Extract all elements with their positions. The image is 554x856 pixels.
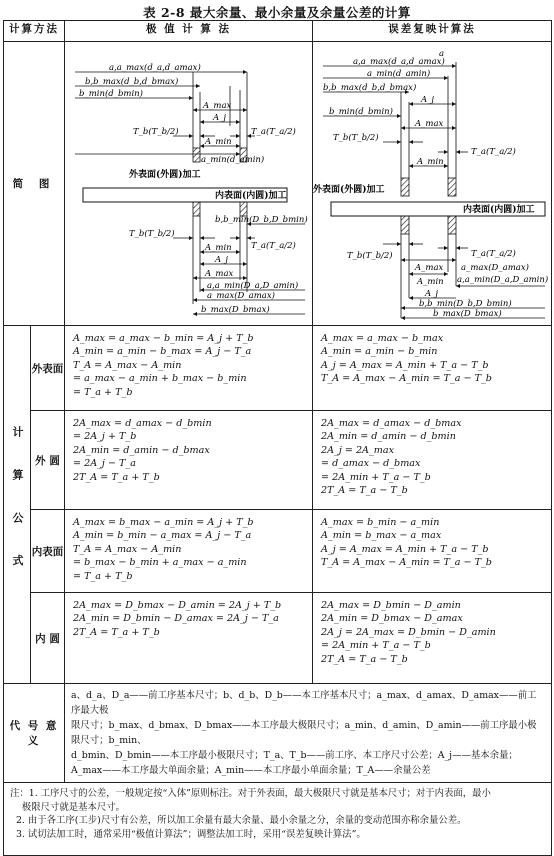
label-bmax-inner: b_max(D_bmax) xyxy=(201,305,270,315)
label-right-b-top: b,b_max(d_b,d_bmax) xyxy=(323,83,417,93)
formula-line: 2A_min = D_bmax − D_amax xyxy=(321,613,463,625)
label-inner: 内表面(内圆)加工 xyxy=(215,191,287,201)
allowance-table xyxy=(3,20,552,856)
header-row xyxy=(4,21,552,42)
label-right-ta-inner: T_a(T_a/2) xyxy=(471,249,516,259)
formula-left-outer-surface xyxy=(65,326,313,411)
label-ta: T_a(T_a/2) xyxy=(251,127,296,137)
label-a-mark: a xyxy=(439,49,445,59)
formula-line: 2A_j = 2A_max xyxy=(321,444,394,456)
note-line: 极限尺寸就是基本尺寸。 xyxy=(10,801,126,813)
label-right-ta: T_a(T_a/2) xyxy=(471,147,516,157)
label-right-tb-inner: T_b(T_b/2) xyxy=(347,251,393,261)
label-right-amax-inner: A_max xyxy=(415,263,444,273)
formula-line: = 2A_min + T_a − T_b xyxy=(321,471,431,483)
formula-line: 2A_min = D_bmin − D_amax = 2A_j − T_a xyxy=(73,613,279,625)
formula-row-inner-circle xyxy=(4,593,552,684)
label-ta-inner: T_a(T_a/2) xyxy=(251,241,296,251)
label-b-top: b,b_max(d_b,d_bmax) xyxy=(85,77,179,87)
formula-left-outer-circle xyxy=(65,411,313,510)
formula-line: = d_amax − d_bmax xyxy=(321,458,421,470)
formula-row-outer-surface xyxy=(4,326,552,411)
label-aj-inner: A_j xyxy=(215,255,229,265)
label-right-amin: a_min(d_amin) xyxy=(367,69,431,79)
note-line: 2. 由于各工序(工步)尺寸有公差，所以加工余量有最大余量、最小余量之分，余量的变动范围亦称余量公差。 xyxy=(10,815,467,826)
formula-line: 2A_min = d_amin − d_bmin xyxy=(321,431,456,443)
formula-line: = T_a + T_b xyxy=(73,570,133,582)
label-tb-inner: T_b(T_b/2) xyxy=(129,229,175,239)
note-line: 注：1. 工序尺寸的公差，一般规定按“入体”原则标注。对于外表面，最大极限尺寸就是基本尺寸；对于内表面，最小 xyxy=(10,788,491,799)
label-b-inner: b,b_min(D_b,D_bmin) xyxy=(215,215,308,225)
label-right-a-top: a,a_max(d_a,d_amax) xyxy=(353,57,445,67)
label-a-top: a,a_max(d_a,d_amax) xyxy=(109,63,201,73)
label-a-inner: a,a_min(D_a,D_amin) xyxy=(207,281,299,291)
formula-line: A_j = A_max = A_min + T_a − T_b xyxy=(321,543,489,555)
header-error: 误差复映计算法 xyxy=(313,21,552,42)
hatch-right-outer-left xyxy=(401,178,409,196)
formula-line: = 2A_min + T_a − T_b xyxy=(321,640,431,652)
label-amin-d: a_min(d_amin) xyxy=(201,155,265,165)
diagram-label: 简 图 xyxy=(4,42,65,326)
diagram-right-cell xyxy=(313,42,552,326)
label-amin: A_min xyxy=(205,137,232,147)
formula-line: 2T_A = T_a − T_b xyxy=(321,653,408,665)
label-right-bmax-inner: b_max(D_bmax) xyxy=(433,309,502,319)
formula-line: = b_max − b_min + a_max − a_min xyxy=(73,557,247,569)
label-outer: 外表面(外圆)加工 xyxy=(129,170,201,180)
label-right-tb: T_b(T_b/2) xyxy=(333,133,379,143)
label-right-amin-a: A_min xyxy=(417,157,444,167)
label-right-bmin: b_min(d_bmin) xyxy=(329,107,393,117)
label-amax: A_max xyxy=(203,101,232,111)
label-right-inner: 内表面(内圆)加工 xyxy=(463,205,535,215)
header-method: 计算方法 xyxy=(4,21,65,42)
diagram-error xyxy=(313,42,552,322)
row-label-outer-circle: 外 圆 xyxy=(31,411,65,510)
formula-line: T_A = A_max − A_min = T_a − T_b xyxy=(321,373,492,385)
formula-line: A_min = a_min − b_min xyxy=(321,346,438,358)
header-extreme: 极 值 计 算 法 xyxy=(65,21,313,42)
notes-row xyxy=(4,783,552,856)
symbol-text xyxy=(65,684,552,783)
label-right-amax: A_max xyxy=(415,119,444,129)
formula-line: 2A_min = d_amin − d_bmax xyxy=(73,444,210,456)
row-label-inner-surface: 内表面 xyxy=(31,510,65,593)
label-right-aj-inner: A_j xyxy=(425,289,439,299)
formula-line: A_max = b_min − a_min xyxy=(321,517,440,528)
hatch-outer-left xyxy=(193,148,200,162)
formula-left-inner-circle xyxy=(65,593,313,684)
symbol-line: A_max——本工序最大单面余量；A_min——本工序最小单面余量；T_A——余量公差 xyxy=(71,765,431,776)
label-right-aj: A_j xyxy=(421,95,435,105)
formula-line: 2T_A = T_a + T_b xyxy=(73,626,160,638)
label-right-amin-inner: A_min xyxy=(417,277,444,287)
diagram-extreme xyxy=(65,42,313,322)
formula-line: T_A = A_max − A_min xyxy=(73,543,182,555)
hatch-right-inner-left xyxy=(401,216,409,234)
formula-line: 2T_A = T_a + T_b xyxy=(73,471,160,483)
formula-line: A_j = A_max = A_min + T_a − T_b xyxy=(321,359,489,371)
row-label-outer-surface: 外表面 xyxy=(31,326,65,411)
formula-line: T_A = A_max − A_min = T_a − T_b xyxy=(321,557,492,569)
formula-section-text: 计 算 公 式 xyxy=(11,426,24,580)
formula-left-inner-surface xyxy=(65,510,313,593)
label-right-b-inner: b,b_min(D_b,D_bmin) xyxy=(419,299,512,309)
formula-line: T_A = A_max − A_min xyxy=(73,359,182,371)
label-aj: A_j xyxy=(213,113,227,123)
formula-right-outer-circle xyxy=(313,411,552,510)
diagram-left-cell xyxy=(65,42,313,326)
table-title: 表 2-8 最大余量、最小余量及余量公差的计算 xyxy=(143,5,411,20)
hatch-inner-left xyxy=(193,202,200,216)
formula-line: = T_a + T_b xyxy=(73,386,133,398)
notes-cell xyxy=(4,783,552,856)
label-amax-inner: A_max xyxy=(205,269,234,279)
formula-right-inner-surface xyxy=(313,510,552,593)
hatch-inner-right xyxy=(240,202,247,216)
label-right-a-inner: a,a_min(D_a,D_amin) xyxy=(457,275,549,285)
label-amin-inner: A_min xyxy=(205,243,232,253)
symbol-row xyxy=(4,684,552,783)
formula-line: 2A_max = D_bmin − D_amin xyxy=(321,600,461,611)
label-right-amax-d-inner: a_max(D_amax) xyxy=(461,263,529,273)
symbol-line: a、d_a、D_a——前工序基本尺寸；b、d_b、D_b——本工序基本尺寸；a_max、d_amax、D_amax——前工序最大极 xyxy=(71,690,537,716)
formula-line: A_min = b_max − a_max xyxy=(321,530,442,542)
formula-line: 2A_max = d_amax − d_bmin xyxy=(73,418,212,429)
formula-line: = a_max − a_min + b_max − b_min xyxy=(73,373,247,385)
formula-line: A_min = b_min − a_max = A_j − T_a xyxy=(73,530,252,542)
label-right-outer: 外表面(外圆)加工 xyxy=(313,185,385,195)
formula-line: A_max = b_max − a_min = A_j + T_b xyxy=(73,517,254,528)
symbol-label: 代 号 意 义 xyxy=(4,684,65,783)
diagram-row xyxy=(4,42,552,326)
symbol-line: 限尺寸；b_max、d_bmax、D_bmax——本工序最大极限尺寸；a_min、d_amin、D_amin——前工序最小极限尺寸；b_min、 xyxy=(71,720,537,746)
label-tb: T_b(T_b/2) xyxy=(133,127,179,137)
formula-line: = 2A_j − T_a xyxy=(73,458,136,470)
formula-row-outer-circle xyxy=(4,411,552,510)
formula-row-inner-surface xyxy=(4,510,552,593)
formula-right-outer-surface xyxy=(313,326,552,411)
hatch-right-inner-right xyxy=(448,216,456,234)
formula-line: 2A_j = 2A_max = D_bmin − D_amin xyxy=(321,626,496,638)
label-amax-d-inner: a_max(D_amax) xyxy=(207,291,275,301)
formula-line: A_max = a_max − b_min = A_j + T_b xyxy=(73,333,254,344)
formula-section-label xyxy=(4,326,31,684)
formula-line: 2A_max = D_bmax − D_amin = 2A_j + T_b xyxy=(73,600,282,611)
hatch-right-outer-right xyxy=(448,178,456,196)
row-label-inner-circle: 内 圆 xyxy=(31,593,65,684)
label-bmin: b_min(d_bmin) xyxy=(79,89,143,99)
formula-line: 2T_A = T_a − T_b xyxy=(321,484,408,496)
note-line: 3. 试切法加工时，通常采用“极值计算法”；调整法加工时，采用“误差复映计算法”。 xyxy=(10,828,366,840)
formula-line: A_min = a_min − b_max = A_j − T_a xyxy=(73,346,252,358)
formula-line: A_max = a_max − b_max xyxy=(321,333,444,344)
symbol-line: d_bmin、D_bmin——本工序最小极限尺寸；T_a、T_b——前工序、本工序尺寸公差；A_j——基本余量； xyxy=(71,750,518,761)
formula-right-inner-circle xyxy=(313,593,552,684)
formula-line: 2A_max = d_amax − d_bmax xyxy=(321,418,462,429)
formula-line: = 2A_j + T_b xyxy=(73,431,137,443)
